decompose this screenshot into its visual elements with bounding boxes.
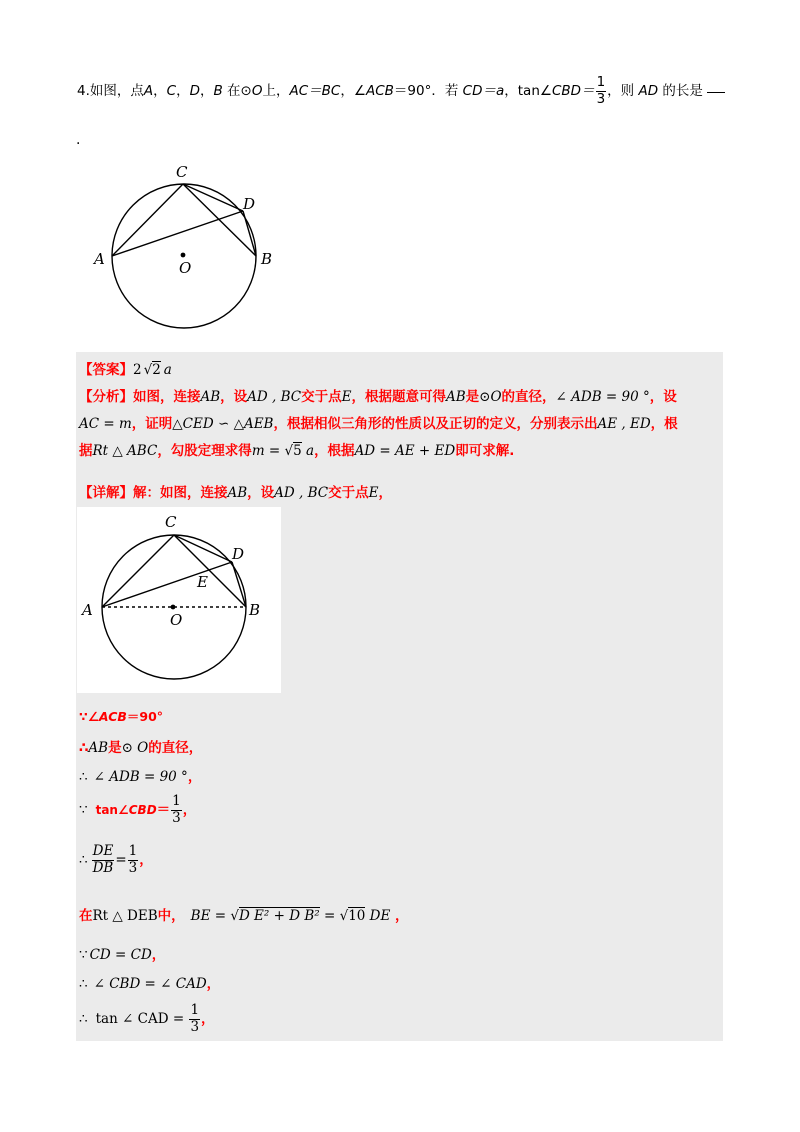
analysis-line-1: 【分析】如图，连接AB，设AD , BC交于点E，根据题意可得AB是⊙O的直径，∠ ADB = 90 °，设 (79, 389, 677, 405)
analysis-line-2: AC = m，证明△CED ∽ △AEB，根据相似三角形的性质以及正切的定义，分别表示出AE , ED，根 (79, 416, 678, 432)
label-b: B (261, 250, 273, 268)
segment-ac (112, 184, 183, 256)
label-a-2: A (82, 601, 93, 619)
sqrt-symbol: √ (143, 362, 153, 378)
analysis-paragraph (79, 384, 719, 465)
step-3: ∴ ∠ ADB = 90 °， (79, 769, 202, 785)
center-point-o (181, 253, 186, 258)
step-6: 在Rt △ DEB中， BE = √D E² + D B² = √10 DE ， (79, 908, 409, 924)
answer-line: 【答案】2 √2 a (79, 362, 172, 378)
segment-ac-2 (102, 535, 174, 607)
step-4-fraction: $\frac{1}{3}$ (172, 793, 181, 826)
segment-cd-2 (174, 535, 232, 562)
label-d: D (243, 195, 256, 213)
step-5-fraction-de-db: $\frac{DE}{DB}$ (92, 843, 114, 876)
label-c: C (176, 163, 188, 181)
answer-blank (707, 92, 725, 93)
step-8: ∴ ∠ CBD = ∠ CAD， (79, 976, 221, 992)
center-point-o-2 (171, 605, 176, 610)
figure-1-circle-diagram (90, 158, 280, 333)
step-5-fraction-1-3: $\frac{1}{3}$ (128, 843, 138, 876)
segment-ad (112, 211, 243, 256)
step-9-fraction: $\frac{1}{3}$ (190, 1002, 200, 1035)
question-trailing-dot: . (76, 132, 81, 148)
detail-line: 【详解】解：如图，连接AB，设AD , BC交于点E， (79, 485, 392, 501)
label-a: A (94, 250, 105, 268)
label-o: O (179, 259, 192, 277)
label-d-2: D (232, 545, 245, 563)
label-e-2: E (197, 573, 208, 591)
segment-ad-2 (102, 562, 232, 607)
question-fraction: $\frac{1}{3}$ (596, 74, 606, 107)
step-2: ∴AB是⊙ O的直径， (79, 740, 203, 756)
step-9: ∴ tan ∠ CAD = $\frac{1}{3}$ ， (79, 1002, 215, 1035)
step-1: ∵∠ACB＝90° (79, 709, 164, 724)
label-o-2: O (170, 611, 183, 629)
step-4: ∵ tan∠CBD＝ $\frac{1}{3}$ ， (79, 793, 197, 826)
segment-cd (183, 184, 243, 211)
analysis-line-3: 据Rt △ ABC，勾股定理求得m = √5 a，根据AD = AE + ED即可求解. (79, 443, 515, 459)
label-c-2: C (165, 513, 177, 531)
step-7: ∵ CD = CD， (79, 947, 166, 963)
step-5: ∴ $\frac{DE}{DB}$ = $\frac{1}{3}$ ， (79, 843, 153, 876)
label-b-2: B (249, 601, 261, 619)
figure-2-circle-diagram (77, 507, 281, 693)
question-text: 4.如图，点A，C，D，B 在⊙O上，AC＝BC，∠ACB＝90°．若 CD＝a，tan∠CBD＝ $\frac{1}{3}$ ，则 AD 的长是 (77, 76, 725, 106)
